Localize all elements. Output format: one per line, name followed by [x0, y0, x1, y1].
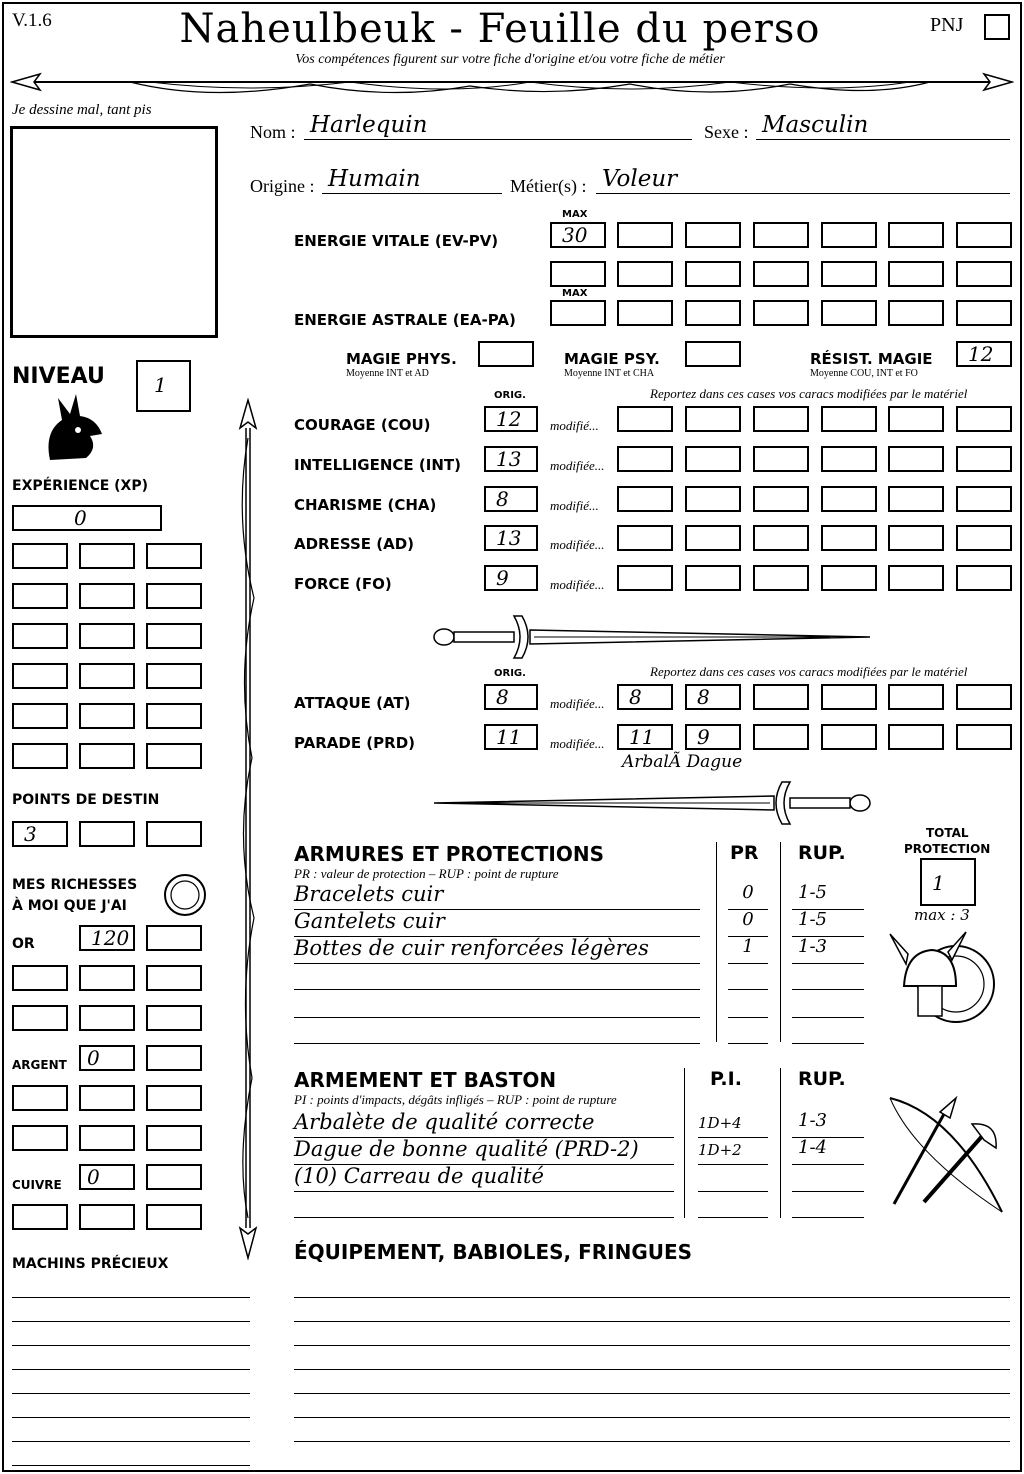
combat-report-note: Reportez dans ces cases vos caracs modifiées par le matériel — [650, 664, 968, 679]
vertical-spear-icon — [230, 398, 266, 1260]
carac-orig-box[interactable]: 9 — [484, 565, 538, 591]
carac-mod-box[interactable] — [617, 406, 673, 432]
xp-grid-box[interactable] — [12, 583, 68, 609]
sword-icon — [430, 612, 874, 662]
magie-psy-note: Moyenne INT et CHA — [564, 368, 655, 379]
ev-box[interactable] — [617, 222, 673, 248]
caracs-orig-label: ORIG. — [494, 390, 526, 401]
carac-orig-box[interactable]: 12 — [484, 406, 538, 432]
equipement-title: ÉQUIPEMENT, BABIOLES, FRINGUES — [294, 1240, 693, 1264]
combat-mod-box[interactable] — [888, 684, 944, 710]
machins-line[interactable] — [12, 1326, 250, 1346]
arme-pi[interactable] — [698, 1194, 768, 1218]
carac-mod-box[interactable] — [821, 446, 877, 472]
ea-max-box[interactable] — [550, 300, 606, 326]
metier-field[interactable]: Voleur — [596, 166, 1010, 194]
ea-box[interactable] — [821, 300, 877, 326]
armure-rup[interactable] — [792, 1016, 864, 1044]
ev-box[interactable] — [685, 261, 741, 287]
ev-label: ENERGIE VITALE (EV-PV) — [294, 232, 499, 250]
carac-mod-box[interactable] — [956, 486, 1012, 512]
carac-mod-box[interactable] — [956, 525, 1012, 551]
carac-label: ADRESSE (AD) — [294, 535, 415, 553]
combat-mod-box[interactable] — [753, 724, 809, 750]
combat-weapon-note: ArbalÃ Dague — [622, 752, 743, 772]
richesses-label-1: MES RICHESSES — [12, 877, 138, 893]
armures-title: ARMURES ET PROTECTIONS — [294, 842, 604, 866]
destin-label: POINTS DE DESTIN — [12, 792, 160, 808]
total-protection-box[interactable]: 1 — [920, 858, 976, 906]
carac-orig-box[interactable]: 13 — [484, 525, 538, 551]
money-box[interactable] — [79, 1005, 135, 1031]
armure-pr[interactable]: 0 — [728, 882, 768, 910]
arme-name[interactable]: Arbalète de qualité correcte — [294, 1110, 674, 1138]
armure-pr[interactable] — [728, 990, 768, 1018]
carac-mod-box[interactable] — [617, 525, 673, 551]
money-box[interactable] — [12, 1204, 68, 1230]
machins-line[interactable] — [12, 1278, 250, 1298]
armure-rup[interactable]: 1-5 — [792, 882, 864, 910]
combat-mod-box[interactable] — [821, 724, 877, 750]
ea-box[interactable] — [685, 300, 741, 326]
combat-label: PARADE (PRD) — [294, 734, 416, 752]
armement-col-rup: RUP. — [798, 1068, 846, 1090]
xp-grid-box[interactable] — [12, 623, 68, 649]
carac-mod-box[interactable] — [617, 565, 673, 591]
resist-magie-note: Moyenne COU, INT et FO — [810, 368, 918, 379]
arme-name[interactable]: Dague de bonne qualité (PRD-2) — [294, 1137, 674, 1165]
carac-mod-label: modifiée... — [550, 577, 605, 592]
carac-mod-box[interactable] — [888, 406, 944, 432]
money-box[interactable] — [12, 1005, 68, 1031]
carac-mod-box[interactable] — [888, 486, 944, 512]
combat-orig-box[interactable]: 8 — [484, 684, 538, 710]
magie-phys-box[interactable] — [478, 341, 534, 367]
nom-field[interactable]: Harlequin — [304, 112, 692, 140]
magie-psy-label: MAGIE PSY. — [564, 350, 660, 368]
carac-mod-box[interactable] — [821, 406, 877, 432]
origine-field[interactable]: Humain — [322, 166, 502, 194]
machins-line[interactable] — [12, 1374, 250, 1394]
machins-label: MACHINS PRÉCIEUX — [12, 1256, 169, 1272]
ea-box[interactable] — [753, 300, 809, 326]
xp-grid-box[interactable] — [146, 583, 202, 609]
carac-label: CHARISME (CHA) — [294, 496, 437, 514]
combat-mod-box[interactable] — [888, 724, 944, 750]
armure-name[interactable]: Gantelets cuir — [294, 909, 700, 937]
arme-pi[interactable]: 1D+4 — [698, 1114, 768, 1138]
arme-rup[interactable] — [792, 1164, 864, 1192]
equipement-line[interactable] — [294, 1374, 1010, 1394]
money-box[interactable] — [79, 1204, 135, 1230]
armures-divider-1 — [716, 842, 717, 1042]
money-box[interactable] — [79, 965, 135, 991]
ev-box[interactable] — [956, 222, 1012, 248]
arme-pi[interactable] — [698, 1168, 768, 1192]
xp-grid-box[interactable] — [79, 543, 135, 569]
ev-box[interactable] — [888, 222, 944, 248]
nom-label: Nom : — [250, 122, 296, 142]
money-box[interactable] — [146, 1125, 202, 1151]
equipement-line[interactable] — [294, 1350, 1010, 1370]
max-protection-note: max : 3 — [914, 906, 970, 924]
or-box[interactable]: 120 — [79, 925, 135, 951]
carac-mod-box[interactable] — [821, 486, 877, 512]
combat-orig-box[interactable]: 11 — [484, 724, 538, 750]
equipement-line[interactable] — [294, 1398, 1010, 1418]
sexe-label: Sexe : — [704, 122, 749, 142]
ea-label: ENERGIE ASTRALE (EA-PA) — [294, 311, 516, 329]
combat-orig-label: ORIG. — [494, 668, 526, 679]
money-box[interactable] — [146, 1164, 202, 1190]
xp-grid-box[interactable] — [79, 703, 135, 729]
carac-mod-box[interactable] — [685, 565, 741, 591]
combat-mod-label: modifiée... — [550, 736, 605, 751]
equipement-line[interactable] — [294, 1422, 1010, 1442]
money-box[interactable] — [146, 1204, 202, 1230]
caracs-report-note: Reportez dans ces cases vos caracs modifiées par le matériel — [650, 386, 968, 401]
carac-mod-box[interactable] — [753, 525, 809, 551]
xp-grid-box[interactable] — [79, 623, 135, 649]
portrait-box[interactable] — [10, 126, 218, 338]
helmet-shield-icon — [886, 926, 1000, 1036]
ev-box[interactable] — [550, 261, 606, 287]
version-label: V.1.6 — [12, 10, 52, 31]
sexe-field[interactable]: Masculin — [756, 112, 1010, 140]
carac-mod-box[interactable] — [685, 525, 741, 551]
equipement-line[interactable] — [294, 1326, 1010, 1346]
xp-grid-box[interactable] — [146, 743, 202, 769]
armures-col-rup: RUP. — [798, 842, 846, 864]
xp-grid-box[interactable] — [146, 703, 202, 729]
carac-mod-box[interactable] — [753, 486, 809, 512]
xp-box[interactable]: 0 — [12, 505, 162, 531]
carac-mod-box[interactable] — [821, 565, 877, 591]
armure-name[interactable] — [294, 990, 700, 1018]
dragon-icon — [40, 392, 106, 464]
money-box[interactable] — [146, 1045, 202, 1071]
or-label: OR — [12, 936, 35, 952]
ea-box[interactable] — [888, 300, 944, 326]
spear-divider-icon — [10, 70, 1014, 110]
armures-note: PR : valeur de protection – RUP : point de rupture — [294, 866, 559, 881]
combat-mod-box[interactable] — [753, 684, 809, 710]
carac-mod-box[interactable] — [753, 565, 809, 591]
ev-box[interactable] — [753, 261, 809, 287]
xp-grid-box[interactable] — [12, 543, 68, 569]
pnj-label: PNJ — [930, 14, 964, 36]
metier-label: Métier(s) : — [510, 176, 587, 196]
portrait-caption: Je dessine mal, tant pis — [12, 102, 152, 118]
carac-mod-box[interactable] — [753, 406, 809, 432]
niveau-label: NIVEAU — [12, 364, 105, 389]
ev-box[interactable] — [821, 261, 877, 287]
combat-mod-box[interactable]: 8 — [685, 684, 741, 710]
magie-psy-box[interactable] — [685, 341, 741, 367]
carac-mod-box[interactable] — [685, 406, 741, 432]
sword-icon-2 — [430, 778, 874, 828]
ev-box[interactable] — [617, 261, 673, 287]
money-box[interactable] — [79, 1125, 135, 1151]
arme-rup[interactable] — [792, 1190, 864, 1218]
carac-mod-label: modifiée... — [550, 537, 605, 552]
carac-orig-box[interactable]: 8 — [484, 486, 538, 512]
ev-box[interactable] — [753, 222, 809, 248]
ev-box[interactable] — [888, 261, 944, 287]
armure-name[interactable]: Bottes de cuir renforcées légères — [294, 936, 700, 964]
argent-box[interactable]: 0 — [79, 1045, 135, 1071]
armure-pr[interactable]: 1 — [728, 936, 768, 964]
combat-mod-box[interactable]: 11 — [617, 724, 673, 750]
combat-mod-label: modifiée... — [550, 696, 605, 711]
destin-box-3[interactable] — [146, 821, 202, 847]
machins-line[interactable] — [12, 1446, 250, 1466]
armement-divider-1 — [684, 1068, 685, 1218]
arme-rup[interactable]: 1-3 — [792, 1110, 864, 1138]
carac-mod-box[interactable] — [617, 446, 673, 472]
cuivre-box[interactable]: 0 — [79, 1164, 135, 1190]
total-protection-label-2: PROTECTION — [904, 842, 991, 856]
armure-rup[interactable] — [792, 990, 864, 1018]
ea-max-label: MAX — [562, 288, 588, 299]
armure-rup[interactable]: 1-3 — [792, 936, 864, 964]
machins-line[interactable] — [12, 1422, 250, 1442]
carac-mod-box[interactable] — [956, 446, 1012, 472]
machins-line[interactable] — [12, 1350, 250, 1370]
carac-mod-box[interactable] — [685, 446, 741, 472]
armement-divider-2 — [780, 1068, 781, 1218]
money-box[interactable] — [146, 1085, 202, 1111]
carac-mod-box[interactable] — [888, 525, 944, 551]
carac-mod-box[interactable] — [821, 525, 877, 551]
xp-grid-box[interactable] — [146, 543, 202, 569]
combat-label: ATTAQUE (AT) — [294, 694, 411, 712]
carac-mod-box[interactable] — [888, 446, 944, 472]
carac-mod-box[interactable] — [956, 565, 1012, 591]
armure-pr[interactable]: 0 — [728, 909, 768, 937]
carac-mod-box[interactable] — [753, 446, 809, 472]
machins-line[interactable] — [12, 1398, 250, 1418]
origine-label: Origine : — [250, 176, 315, 196]
carac-mod-box[interactable] — [617, 486, 673, 512]
arme-name[interactable] — [294, 1190, 674, 1218]
equipement-line[interactable] — [294, 1278, 1010, 1298]
carac-label: INTELLIGENCE (INT) — [294, 456, 461, 474]
xp-grid-box[interactable] — [146, 663, 202, 689]
pnj-checkbox[interactable] — [984, 14, 1010, 40]
magie-phys-note: Moyenne INT et AD — [346, 368, 429, 379]
carac-mod-box[interactable] — [888, 565, 944, 591]
xp-label: EXPÉRIENCE (XP) — [12, 478, 149, 494]
money-box[interactable] — [146, 925, 202, 951]
combat-mod-box[interactable]: 8 — [617, 684, 673, 710]
carac-mod-box[interactable] — [685, 486, 741, 512]
armement-note: PI : points d'impacts, dégâts infligés – RUP : point de rupture — [294, 1092, 617, 1107]
machins-line[interactable] — [12, 1302, 250, 1322]
carac-mod-box[interactable] — [956, 406, 1012, 432]
magie-phys-label: MAGIE PHYS. — [346, 350, 457, 368]
armure-rup[interactable] — [792, 962, 864, 990]
armures-divider-2 — [780, 842, 781, 1042]
ev-box[interactable] — [956, 261, 1012, 287]
armement-title: ARMEMENT ET BASTON — [294, 1068, 557, 1092]
niveau-box[interactable]: 1 — [136, 360, 191, 412]
xp-grid-box[interactable] — [12, 743, 68, 769]
weapons-icon — [884, 1094, 1010, 1218]
xp-grid-box[interactable] — [12, 663, 68, 689]
carac-orig-box[interactable]: 13 — [484, 446, 538, 472]
carac-mod-label: modifié... — [550, 418, 599, 433]
money-box[interactable] — [79, 1085, 135, 1111]
armure-pr[interactable] — [728, 962, 768, 990]
armures-col-pr: PR — [730, 842, 759, 864]
arme-pi[interactable]: 1D+2 — [698, 1141, 768, 1165]
carac-label: COURAGE (COU) — [294, 416, 431, 434]
total-protection-label-1: TOTAL — [926, 826, 969, 840]
arme-rup[interactable]: 1-4 — [792, 1137, 864, 1165]
money-box[interactable] — [12, 1125, 68, 1151]
armure-name[interactable] — [294, 962, 700, 990]
equipement-line[interactable] — [294, 1302, 1010, 1322]
page-subtitle: Vos compétences figurent sur votre fiche d'origine et/ou votre fiche de métier — [295, 52, 725, 67]
armure-name[interactable] — [294, 1016, 700, 1044]
money-box[interactable] — [146, 965, 202, 991]
xp-grid-box[interactable] — [79, 663, 135, 689]
carac-label: FORCE (FO) — [294, 575, 392, 593]
coin-icon — [162, 872, 208, 918]
money-box[interactable] — [146, 1005, 202, 1031]
ev-max-box[interactable]: 30 — [550, 222, 606, 248]
combat-mod-box[interactable] — [821, 684, 877, 710]
armure-pr[interactable] — [728, 1016, 768, 1044]
combat-mod-box[interactable] — [956, 724, 1012, 750]
argent-label: ARGENT — [12, 1058, 67, 1072]
page-title: Naheulbeuk - Feuille du perso — [179, 6, 821, 52]
arme-name[interactable]: (10) Carreau de qualité — [294, 1164, 674, 1192]
carac-mod-label: modifié... — [550, 498, 599, 513]
ev-max-label: MAX — [562, 209, 588, 220]
xp-grid-box[interactable] — [12, 703, 68, 729]
carac-mod-label: modifiée... — [550, 458, 605, 473]
resist-magie-label: RÉSIST. MAGIE — [810, 350, 933, 368]
resist-magie-box[interactable]: 12 — [956, 341, 1012, 367]
money-box[interactable] — [12, 1085, 68, 1111]
xp-grid-box[interactable] — [79, 583, 135, 609]
armement-col-pi: P.I. — [710, 1068, 742, 1090]
ea-box[interactable] — [956, 300, 1012, 326]
cuivre-label: CUIVRE — [12, 1178, 62, 1192]
xp-grid-box[interactable] — [79, 743, 135, 769]
ea-box[interactable] — [617, 300, 673, 326]
xp-grid-box[interactable] — [146, 623, 202, 649]
ev-box[interactable] — [685, 222, 741, 248]
combat-mod-box[interactable]: 9 — [685, 724, 741, 750]
armure-name[interactable]: Bracelets cuir — [294, 882, 700, 910]
armure-rup[interactable]: 1-5 — [792, 909, 864, 937]
richesses-label-2: À MOI QUE J'AI — [12, 898, 127, 914]
destin-box[interactable]: 3 — [12, 821, 68, 847]
ev-box[interactable] — [821, 222, 877, 248]
destin-box-2[interactable] — [79, 821, 135, 847]
combat-mod-box[interactable] — [956, 684, 1012, 710]
money-box[interactable] — [12, 965, 68, 991]
